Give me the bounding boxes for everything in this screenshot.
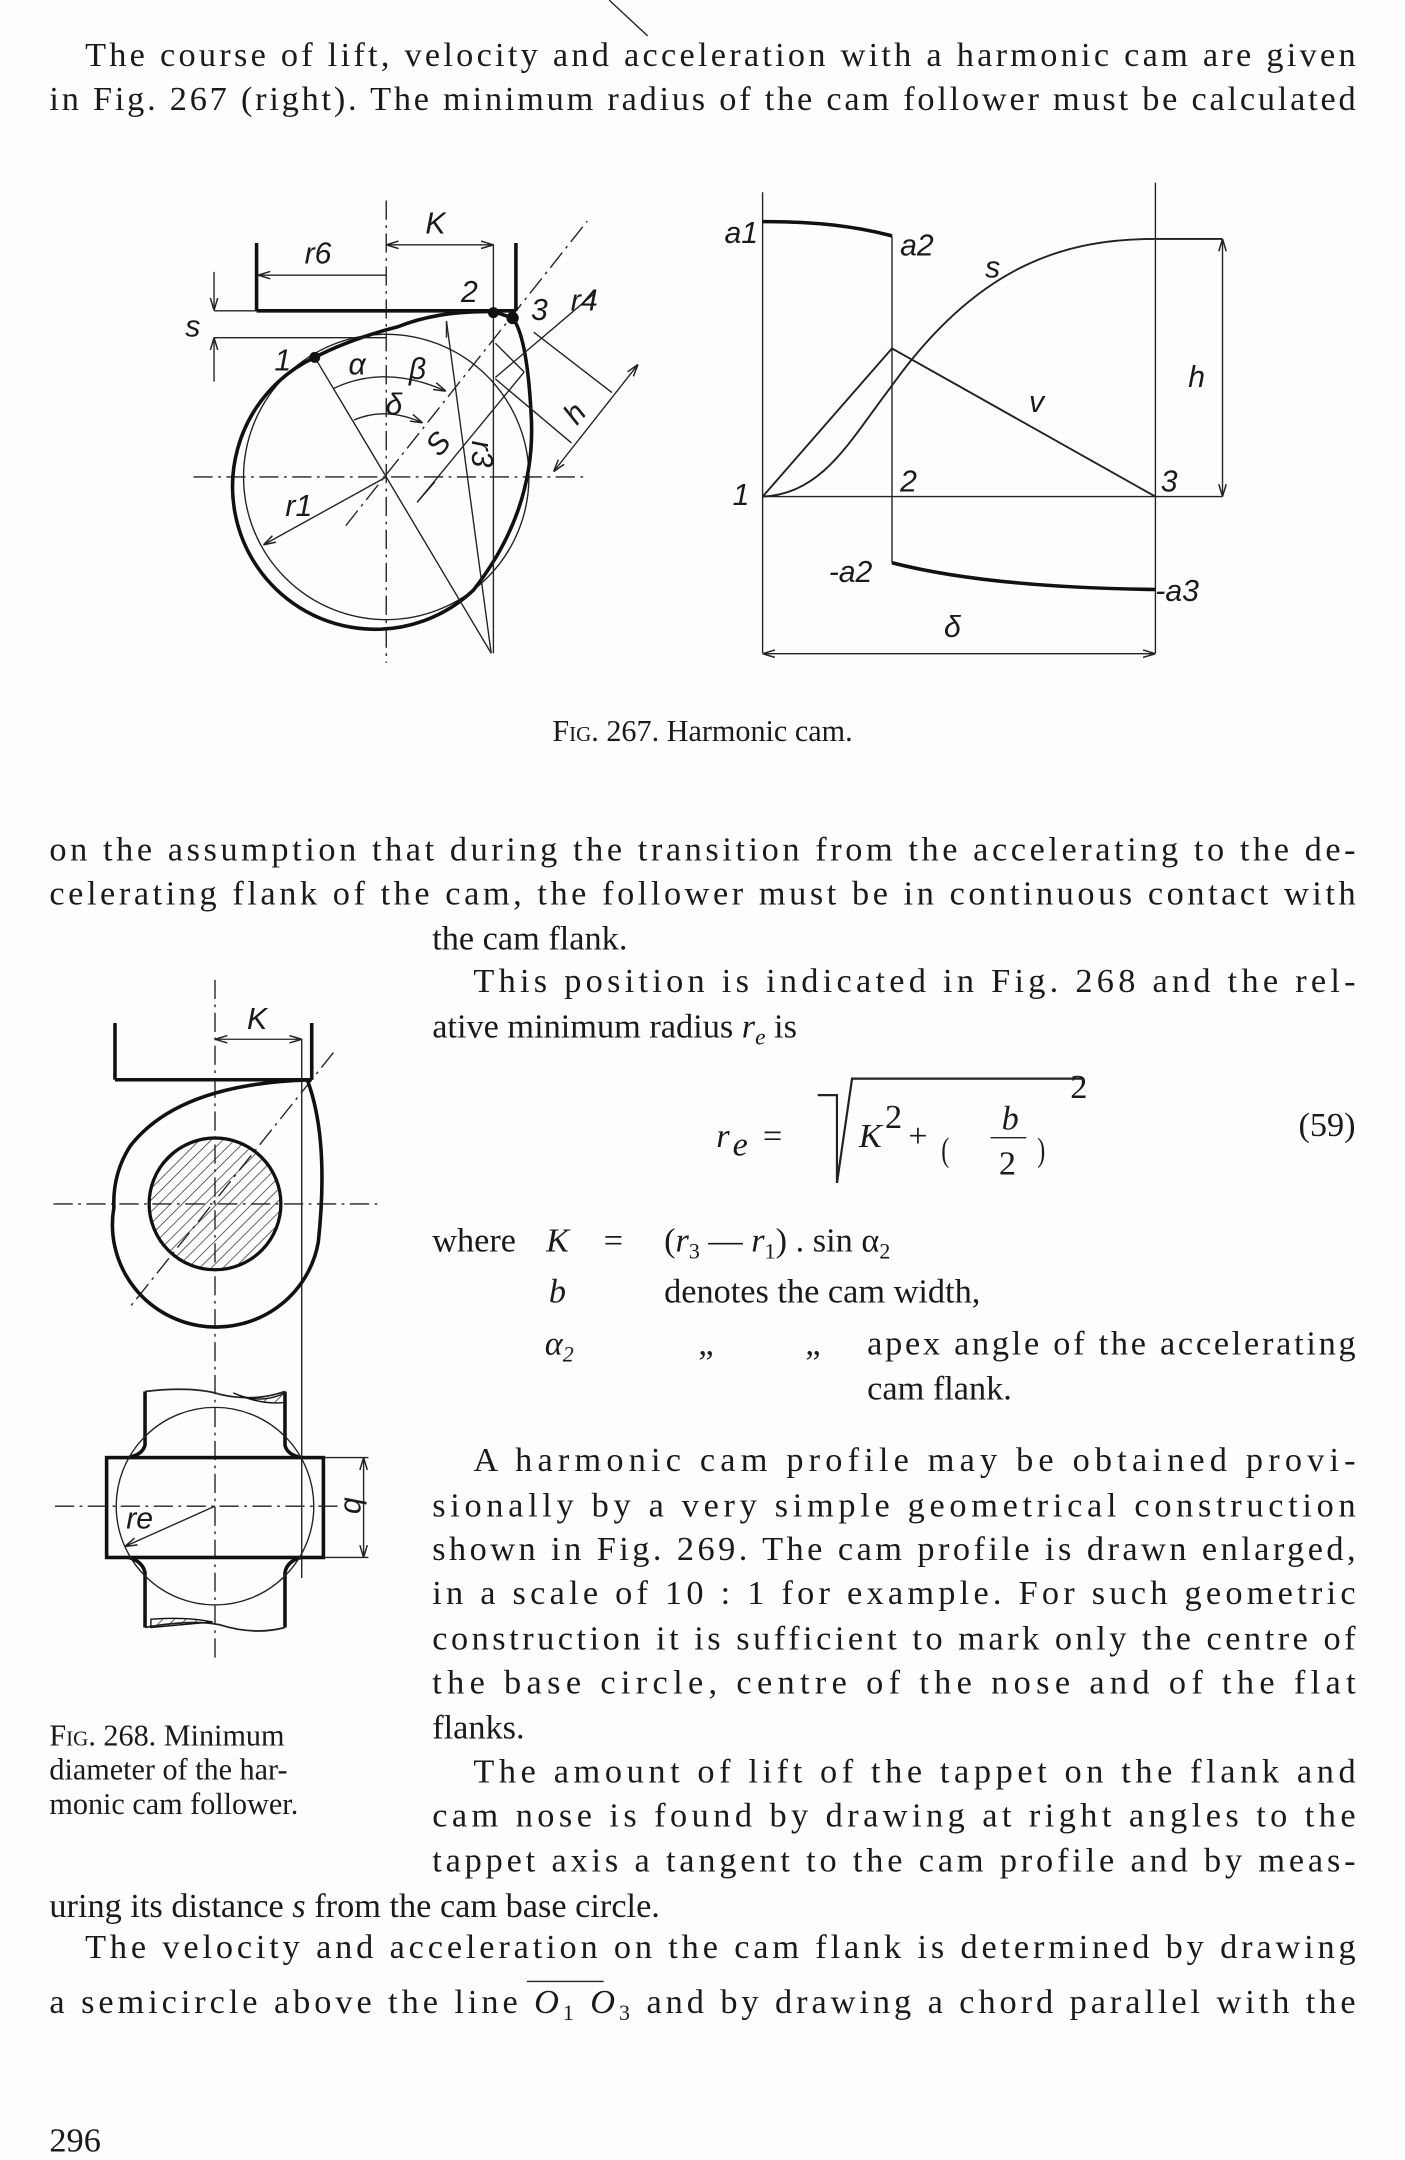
svg-text:=: = — [762, 1117, 783, 1156]
figure-267-motion-diagram — [724, 183, 1222, 654]
text-line: tappet axis a tangent to the cam profile and by meas- — [432, 1841, 1356, 1880]
svg-text:+: + — [908, 1117, 928, 1156]
equation-definitions — [432, 1222, 1355, 1408]
label-re: re — [126, 1502, 154, 1536]
label-a2: a2 — [900, 229, 934, 263]
page-number: 296 — [49, 2121, 101, 2160]
text-line: in Fig. 267 (right). The minimum radius of the cam follower must be calculated — [49, 79, 1356, 118]
velocity-curve-v — [763, 348, 1156, 499]
equation-59 — [716, 1068, 1355, 1183]
figure-268-caption-line: diameter of the har- — [49, 1752, 288, 1787]
text-line: A harmonic cam profile may be obtained provi- — [473, 1441, 1356, 1480]
label-r4: r4 — [570, 284, 598, 318]
label-s: s — [185, 310, 201, 344]
label-3: 3 — [530, 293, 548, 327]
label-r1: r1 — [285, 490, 313, 524]
text-line: shown in Fig. 269. The cam profile is drawn enlarged, — [432, 1530, 1356, 1569]
svg-text:): ) — [1037, 1131, 1046, 1170]
label-r6: r6 — [304, 237, 332, 271]
label-delta: δ — [943, 610, 961, 644]
figure-268-caption-line: Fig. 268. Minimum — [49, 1718, 285, 1753]
text-line: flanks. — [432, 1708, 525, 1747]
label-alpha: α — [348, 348, 366, 382]
figure-267-cam-diagram — [185, 201, 638, 663]
text-line: The amount of lift of the tappet on the flank and — [473, 1752, 1356, 1791]
svg-text:2: 2 — [1070, 1067, 1088, 1106]
svg-text:cam flank.: cam flank. — [867, 1369, 1012, 1408]
svg-text:(r3 — r1) . sin α2: ($r_3$ — $r_1$) . $\sin \alpha_2$ — [664, 1221, 891, 1264]
text-line: celerating flank of the cam, the follower must be in continuous contact with — [49, 874, 1356, 913]
label-neg-a3: -a3 — [1155, 575, 1199, 609]
svg-text:α2: $\alpha_2$ — [544, 1324, 574, 1367]
text-line: in a scale of 10 : 1 for example. For such geometric — [432, 1574, 1356, 1613]
text-line: sionally by a very simple geometrical construction — [432, 1486, 1356, 1525]
svg-text:(: ( — [941, 1131, 950, 1170]
svg-text:denotes the cam width,: denotes the cam width, — [664, 1272, 981, 1311]
equation-number: (59) — [1298, 1106, 1356, 1145]
label-s: s — [985, 251, 1001, 285]
text-line: on the assumption that during the transition from the accelerating to the de- — [49, 830, 1356, 869]
label-v: v — [1029, 385, 1045, 419]
label-b: b — [337, 1497, 371, 1514]
figure-268-caption-line: monic cam follower. — [49, 1787, 299, 1822]
svg-text:e: e — [732, 1125, 748, 1164]
figure-268-follower-diagram — [54, 980, 381, 1663]
text-line: the cam flank. — [432, 919, 628, 958]
text-line: a semicircle above the line O $_1$ O $_3$ and by drawing a chord parallel with the — [49, 1983, 1356, 2025]
text-line: uring its distance s from the cam base circle. — [49, 1886, 660, 1925]
point-3-dot — [506, 312, 518, 324]
text-line: cam nose is found by drawing at right angles to the — [432, 1796, 1356, 1835]
label-S: S — [419, 425, 458, 463]
text-line: The course of lift, velocity and acceleration with a harmonic cam are given — [85, 36, 1356, 75]
label-h: h — [557, 396, 594, 431]
acceleration-curve-positive — [763, 222, 892, 236]
svg-text:where: where — [432, 1221, 516, 1260]
label-beta: β — [408, 352, 427, 386]
label-1: 1 — [274, 344, 292, 378]
label-3: 3 — [1160, 465, 1178, 499]
label-2: 2 — [461, 276, 478, 310]
label-a1: a1 — [724, 217, 759, 251]
point-1-dot — [309, 352, 320, 363]
text-line: construction it is sufficient to mark only the centre of — [432, 1619, 1356, 1658]
svg-text:=: = — [603, 1221, 624, 1260]
figure-267-caption: Fig. 267. Harmonic cam. — [552, 714, 853, 749]
text-line: The velocity and acceleration on the cam flank is determined by drawing — [85, 1928, 1356, 1967]
svg-text:r: r — [716, 1117, 730, 1156]
point-2-dot — [488, 307, 499, 318]
label-K: K — [246, 1003, 268, 1037]
svg-text:K: K — [858, 1117, 882, 1156]
label-delta: δ — [385, 388, 403, 422]
label-r3: r3 — [464, 440, 498, 468]
svg-text:„: „ — [698, 1324, 714, 1363]
label-2: 2 — [900, 465, 917, 499]
label-h: h — [1188, 361, 1205, 395]
svg-text:K: K — [546, 1221, 569, 1260]
text-line: ative minimum radius $r_e$ is — [432, 1007, 797, 1051]
label-neg-a2: -a2 — [828, 555, 873, 589]
acceleration-curve-negative — [892, 563, 1155, 590]
svg-text:2: 2 — [998, 1144, 1017, 1183]
stray-pen-mark — [609, 0, 647, 36]
label-K: K — [425, 207, 446, 241]
text-line: This position is indicated in Fig. 268 and the rel- — [473, 962, 1356, 1001]
svg-text:2: 2 — [884, 1098, 903, 1137]
label-1: 1 — [732, 479, 750, 513]
svg-text:b: b — [1001, 1099, 1019, 1138]
svg-text:apex angle of the accelerating: apex angle of the accelerating — [867, 1324, 1356, 1363]
shaft-section-hatched — [149, 1138, 281, 1270]
svg-text:„: „ — [805, 1324, 821, 1363]
svg-text:b: b — [548, 1272, 566, 1311]
text-line: the base circle, centre of the nose and of the flat — [432, 1663, 1356, 1702]
